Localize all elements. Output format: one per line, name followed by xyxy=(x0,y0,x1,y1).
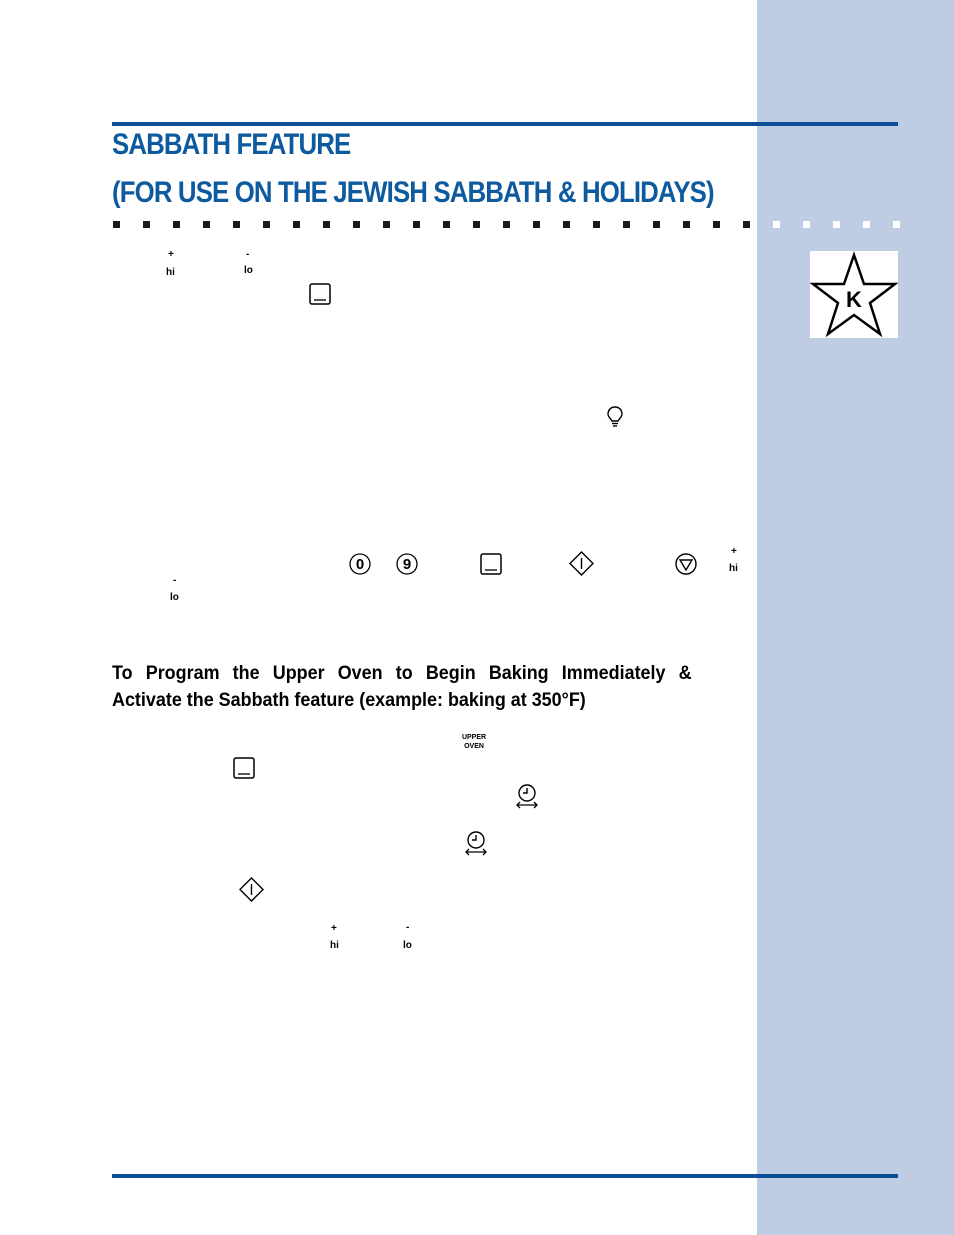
lo-label: lo xyxy=(244,265,253,276)
bake-key-icon xyxy=(480,553,502,580)
divider-square xyxy=(383,221,390,228)
divider-square xyxy=(743,221,750,228)
minus-symbol: - xyxy=(173,575,177,586)
divider-square xyxy=(263,221,270,228)
divider-square xyxy=(563,221,570,228)
section-heading: To Program the Upper Oven to Begin Baking Immediately & Activate the Sabbath feature (example: baking at 350°F) xyxy=(112,662,692,711)
divider-square xyxy=(863,221,870,228)
plus-symbol: + xyxy=(731,546,737,557)
upper-label: UPPER xyxy=(461,734,487,741)
divider-square xyxy=(683,221,690,228)
hi-label: hi xyxy=(330,940,339,951)
svg-text:9: 9 xyxy=(402,556,412,573)
divider-square xyxy=(353,221,360,228)
hi-label: hi xyxy=(729,563,738,574)
oven-label: OVEN xyxy=(464,743,484,750)
divider-square xyxy=(233,221,240,228)
divider-square xyxy=(323,221,330,228)
stop-key-icon xyxy=(675,553,697,580)
page-title: SABBATH FEATURE xyxy=(112,128,351,161)
kosher-star-icon xyxy=(810,251,898,338)
dotted-divider xyxy=(112,221,898,229)
page-subtitle: (FOR USE ON THE JEWISH SABBATH & HOLIDAYS) xyxy=(112,176,714,209)
divider-square xyxy=(143,221,150,228)
divider-square xyxy=(293,221,300,228)
divider-square xyxy=(803,221,810,228)
plus-symbol: + xyxy=(168,249,174,260)
start-key-icon xyxy=(569,551,594,581)
divider-square xyxy=(173,221,180,228)
svg-text:0: 0 xyxy=(355,556,365,573)
minus-symbol: - xyxy=(246,249,250,260)
bake-key-icon xyxy=(309,283,331,310)
start-key-icon xyxy=(239,877,264,907)
lo-label: lo xyxy=(403,940,412,951)
divider-square xyxy=(413,221,420,228)
divider-square xyxy=(593,221,600,228)
bottom-rule xyxy=(112,1174,898,1178)
plus-symbol: + xyxy=(331,923,337,934)
divider-square xyxy=(773,221,780,228)
divider-square xyxy=(623,221,630,228)
top-rule xyxy=(112,122,898,126)
timer-clock-icon xyxy=(464,830,488,861)
divider-square xyxy=(203,221,210,228)
divider-square xyxy=(113,221,120,228)
divider-square xyxy=(713,221,720,228)
timer-clock-icon xyxy=(515,783,539,814)
minus-symbol: - xyxy=(406,922,410,933)
upper-oven-key-label xyxy=(455,733,493,751)
divider-square xyxy=(503,221,510,228)
svg-text:K: K xyxy=(846,287,862,312)
hi-label: hi xyxy=(166,267,175,278)
sidebar-panel xyxy=(757,0,954,1235)
light-bulb-icon xyxy=(606,405,624,434)
divider-square xyxy=(833,221,840,228)
divider-square xyxy=(653,221,660,228)
zero-key-icon xyxy=(349,553,371,580)
divider-square xyxy=(533,221,540,228)
divider-square xyxy=(443,221,450,228)
divider-square xyxy=(893,221,900,228)
divider-square xyxy=(473,221,480,228)
bake-key-icon xyxy=(233,757,255,784)
nine-key-icon xyxy=(396,553,418,580)
lo-label: lo xyxy=(170,592,179,603)
